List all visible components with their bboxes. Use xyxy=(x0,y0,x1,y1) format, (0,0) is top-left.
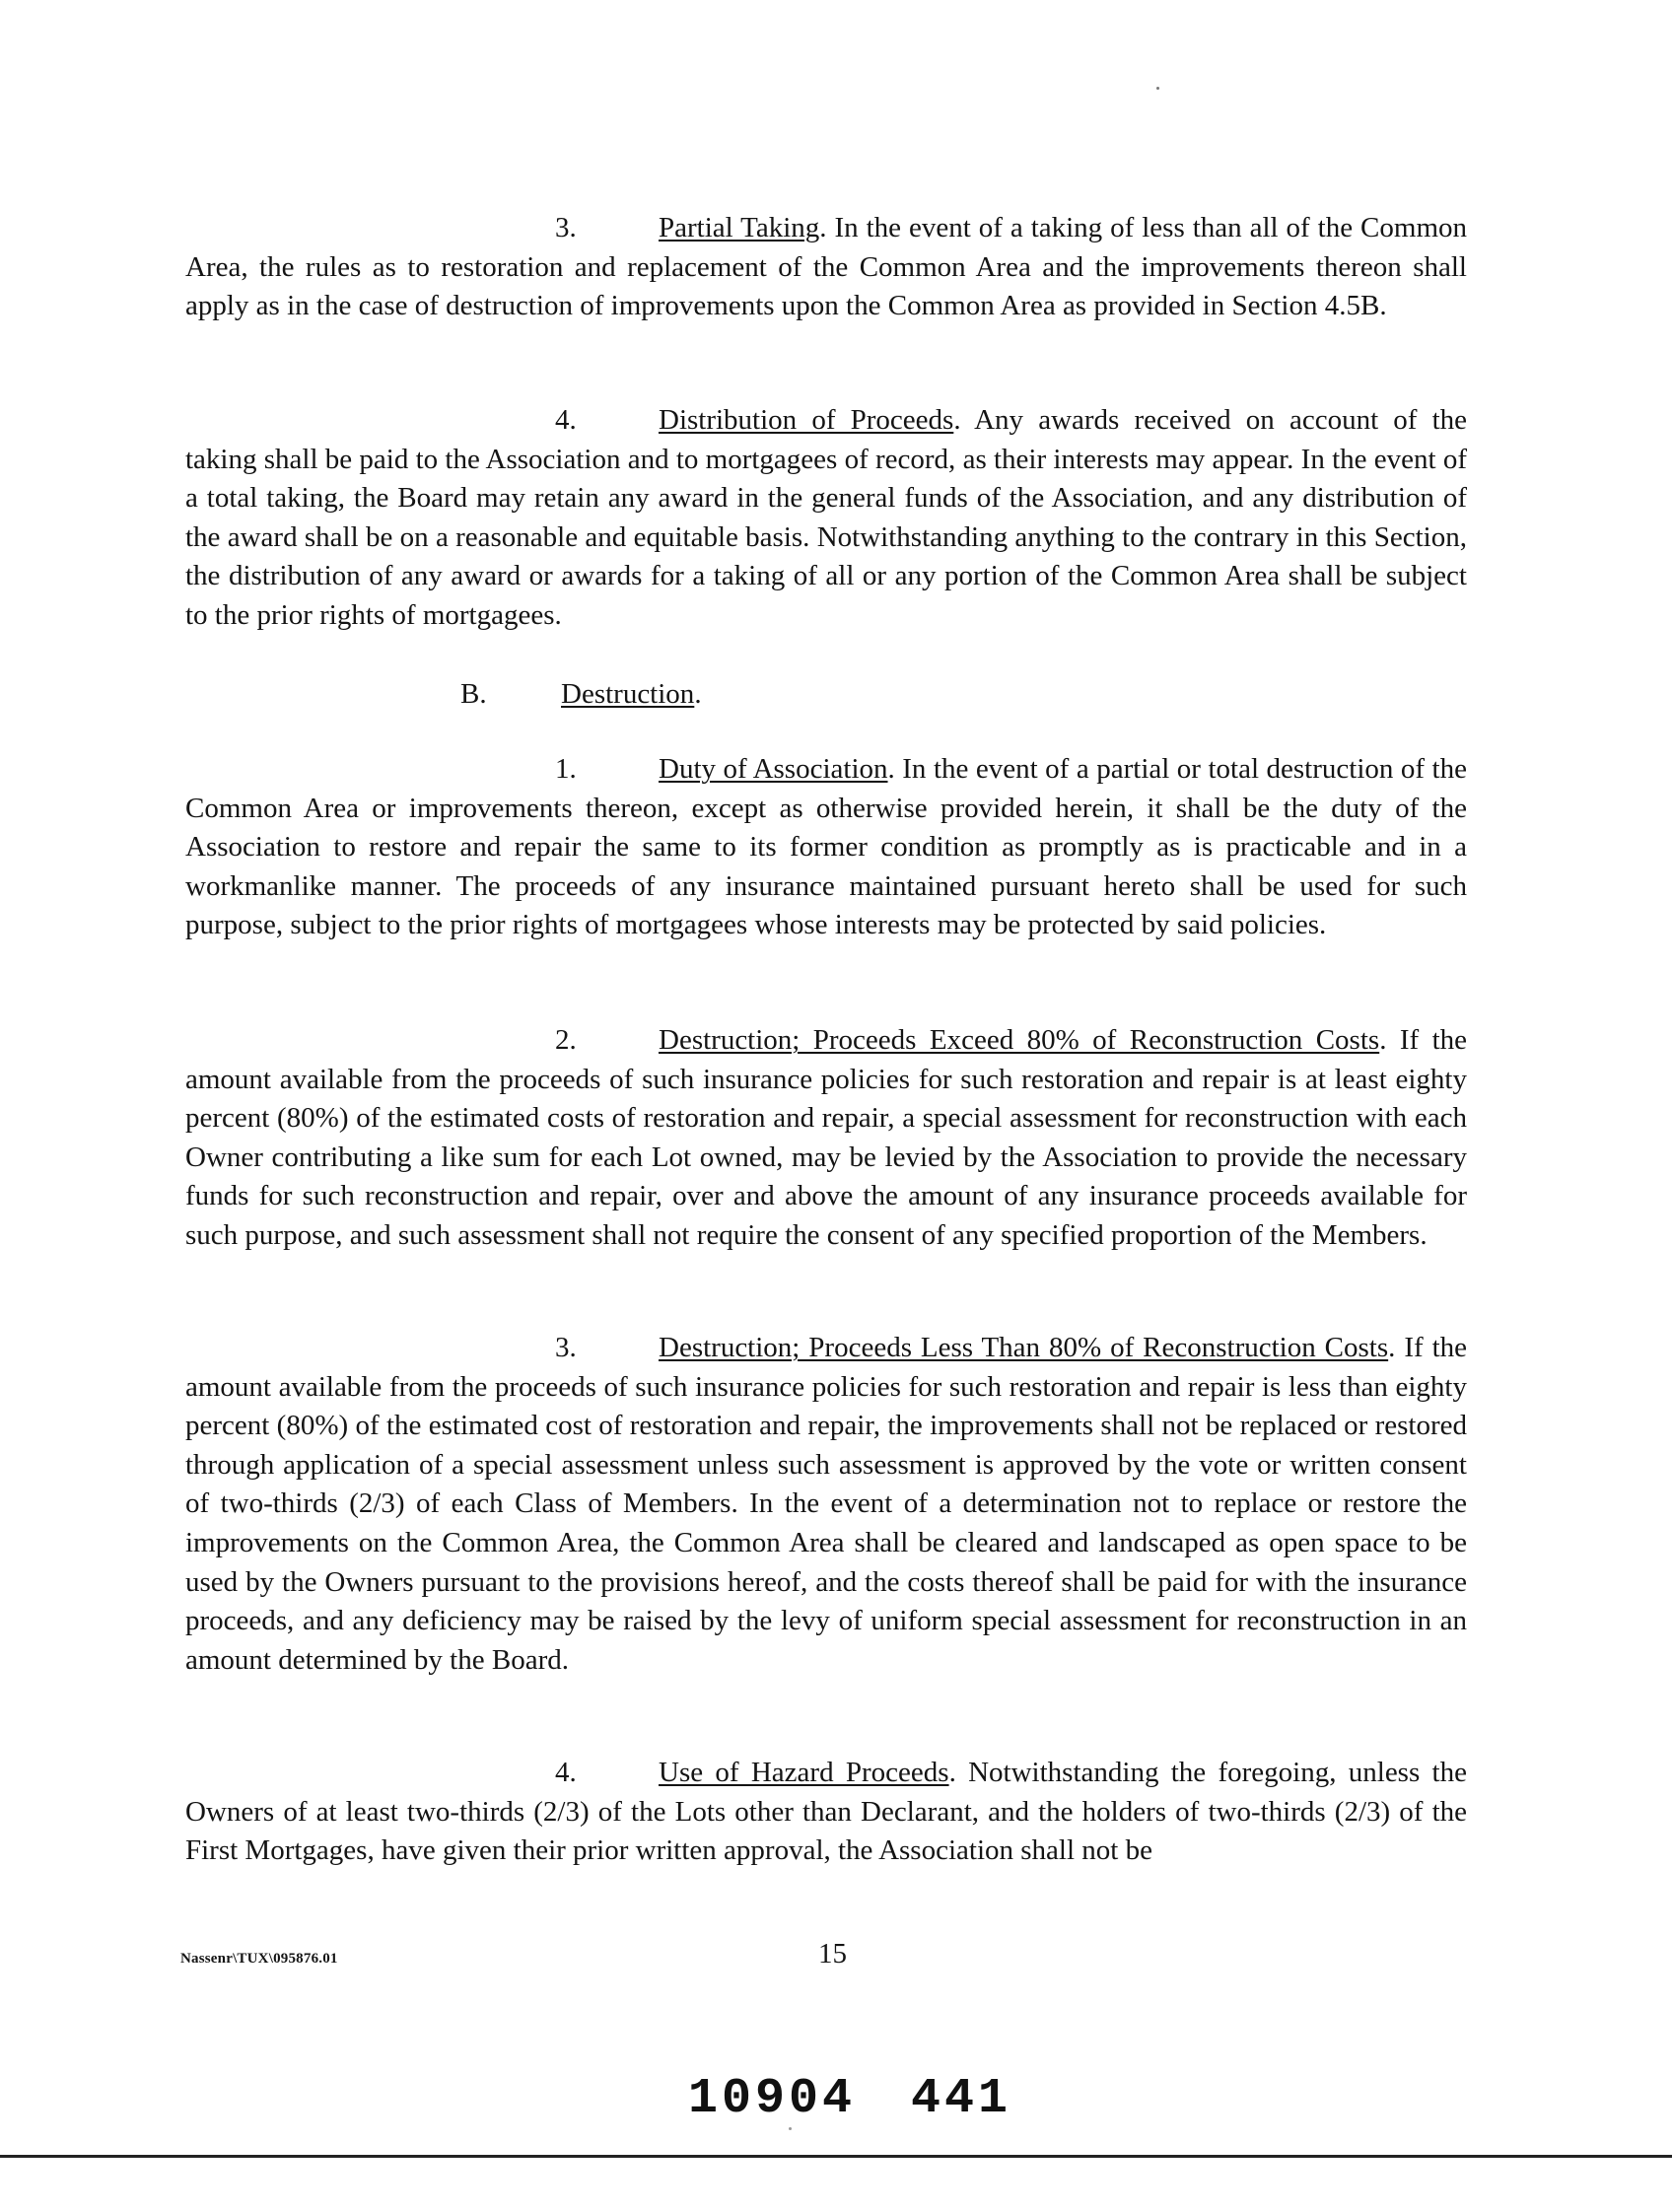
paragraph-text: . Any awards received on account of the taking shall be paid to the Association and to mortgagees of record, as their interests may appear. In the event of a total taking, the Board may retain any award in the general funds of the Association, and any distribution of the award shall be on a reasonable and equitable basis. Notwithstanding anything to the contrary in this Section, the distribution of any award or awards for a taking of all or any portion of the Common Area shall be subject to the prior rights of mortgagees. xyxy=(185,404,1468,631)
paragraph-text: . In the event of a partial or total destruction of the Common Area or improvements thereon, except as otherwise provided herein, it shall be the duty of the Association to restore and repair the same to its former condition as promptly as is practicable and in a workmanlike manner. The proceeds of any insurance maintained pursuant hereto shall be used for such purpose, subject to the prior rights of mortgagees whose interests may be protected by said policies. xyxy=(185,753,1467,941)
paragraph-number: 2. xyxy=(555,1024,577,1056)
paragraph-number: 3. xyxy=(555,1332,577,1363)
paragraph-partial-taking xyxy=(185,209,1467,326)
recording-stamp-book: 10904 xyxy=(688,2071,857,2127)
scan-speck xyxy=(789,2127,792,2130)
paragraph-text: . If the amount available from the proceeds of such insurance policies for such restoration and repair is at least eighty percent (80%) of the estimated costs of restoration and repair, a special assessment for reconstruction with each Owner contributing a like sum for each Lot owned, may be levied by the Association to provide the necessary funds for such reconstruction and repair, over and above the amount of any insurance proceeds available for such purpose, and such assessment shall not require the consent of any specified proportion of the Members. xyxy=(185,1024,1467,1251)
paragraph-heading: Distribution of Proceeds xyxy=(659,404,954,436)
paragraph-number: 3. xyxy=(555,212,577,243)
footer-document-id: Nassenr\TUX\095876.01 xyxy=(180,1951,338,1967)
recording-stamp-page: 441 xyxy=(911,2071,1012,2127)
paragraph-number: 1. xyxy=(555,753,577,785)
paragraph-heading: Use of Hazard Proceeds xyxy=(659,1757,949,1788)
section-heading-period: . xyxy=(694,678,702,710)
paragraph-number: 4. xyxy=(555,1757,577,1788)
paragraph-heading: Partial Taking xyxy=(659,212,820,243)
paragraph-heading: Duty of Association xyxy=(659,753,888,785)
paragraph-text: . If the amount available from the proceeds of such insurance policies for such restoration and repair is less than eighty percent (80%) of the estimated cost of restoration and repair, the improvements shall not be replaced or restored through application of a special assessment unless such assessment is approved by the vote or written consent of two-thirds (2/3) of each Class of Members. In the event of a determination not to replace or restore the improvements on the Common Area, the Common Area shall be cleared and landscaped as open space to be used by the Owners pursuant to the provisions hereof, and the costs thereof shall be paid for with the insurance proceeds, and any deficiency may be raised by the levy of uniform special assessment for reconstruction in an amount determined by the Board. xyxy=(185,1332,1467,1676)
paragraph-heading: Destruction; Proceeds Exceed 80% of Reconstruction Costs xyxy=(659,1024,1380,1056)
paragraph-proceeds-less-than-80 xyxy=(185,1329,1467,1680)
scan-speck xyxy=(1156,87,1159,90)
paragraph-heading: Destruction; Proceeds Less Than 80% of Reconstruction Costs xyxy=(659,1332,1389,1363)
paragraph-proceeds-exceed-80 xyxy=(185,1021,1467,1256)
paragraph-number: 4. xyxy=(555,404,577,436)
paragraph-use-of-hazard-proceeds xyxy=(185,1754,1467,1871)
section-heading: Destruction xyxy=(561,678,695,710)
bottom-scan-edge-line xyxy=(0,2155,1672,2158)
paragraph-distribution-of-proceeds xyxy=(185,401,1467,636)
paragraph-text: . In the event of a taking of less than all of the Common Area, the rules as to restoration and replacement of the Common Area and the improvements thereon shall apply as in the case of destruction of improvements upon the Common Area as provided in Section 4.5B. xyxy=(185,212,1468,322)
paragraph-duty-of-association xyxy=(185,750,1467,945)
page-number: 15 xyxy=(818,1938,847,1970)
section-heading-destruction xyxy=(460,675,702,715)
section-letter: B. xyxy=(460,678,487,710)
paragraph-text: . Notwithstanding the foregoing, unless the Owners of at least two-thirds (2/3) of the Lots other than Declarant, and the holders of two-thirds (2/3) of the First Mortgages, have given their prior written approval, the Association shall not be xyxy=(185,1757,1467,1867)
